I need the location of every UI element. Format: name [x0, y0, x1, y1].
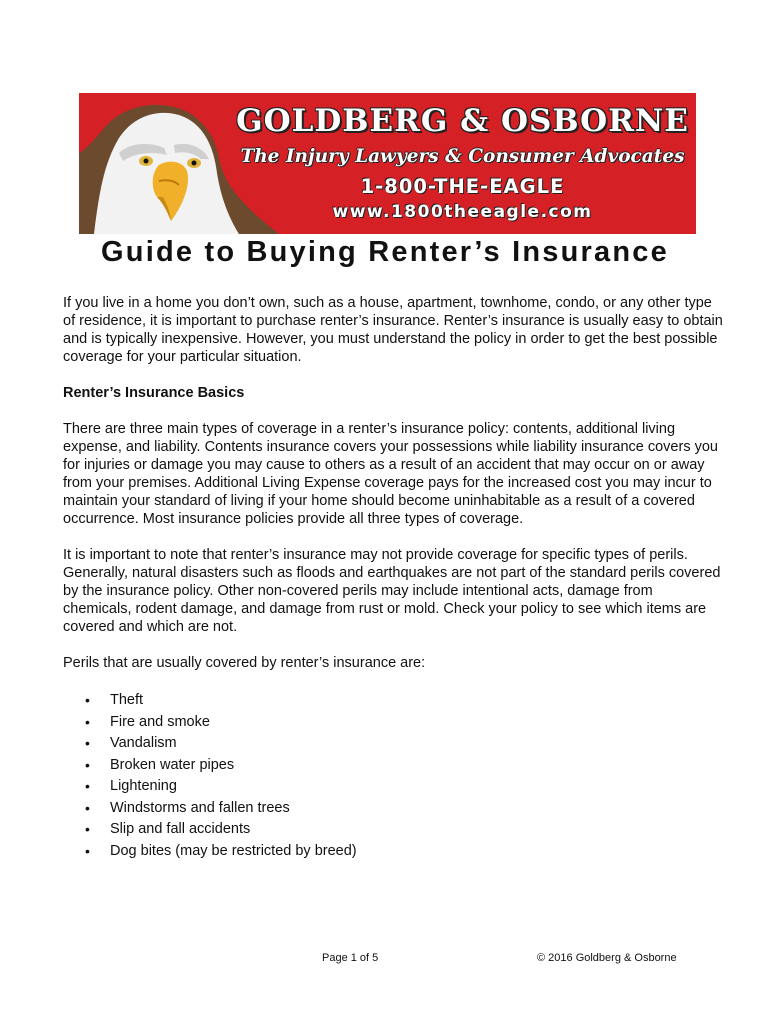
- list-item-text: Slip and fall accidents: [110, 821, 251, 837]
- section-heading: Renter’s Insurance Basics: [63, 385, 245, 401]
- document-title: Guide to Buying Renter’s Insurance: [101, 236, 669, 268]
- intro-paragraph: If you live in a home you don’t own, such as a house, apartment, townhome, condo, or any other type of residence, it is important to purchase renter’s insurance. Renter’s insurance is usually easy to obtain and is typically inexpensive. However, you must understand the policy in order to get the best possible coverage for your particular situation.: [63, 295, 723, 365]
- bullet-icon: •: [85, 799, 90, 816]
- list-item: [63, 841, 723, 863]
- list-item: [63, 712, 723, 734]
- list-item-text: Vandalism: [110, 735, 177, 751]
- list-item-text: Windstorms and fallen trees: [110, 799, 290, 816]
- bullet-icon: •: [85, 821, 90, 837]
- coverage-paragraph: There are three main types of coverage in a renter’s insurance policy: contents, additional living expense, and liability. Contents insurance covers your possessions while liability insurance covers you for injuries or damage you may cause to others as a result of an accident that may occur on or away from your premises. Additional Living Expense coverage pays for the increased cost you may incur to maintain your standard of living if your home should become uninhabitable as a result of a covered occurrence. Most insurance policies provide all three types of coverage.: [63, 421, 718, 527]
- list-item: [63, 819, 723, 841]
- bullet-icon: •: [85, 735, 90, 751]
- bullet-icon: •: [85, 692, 90, 708]
- list-item: [63, 776, 723, 798]
- list-item: [63, 733, 723, 755]
- list-item-text: Fire and smoke: [110, 713, 210, 730]
- list-item-text: Broken water pipes: [110, 756, 235, 773]
- firm-phone: 1-800-THE-EAGLE: [360, 175, 565, 198]
- header-banner: [79, 93, 696, 234]
- list-item: [63, 755, 723, 777]
- firm-website: www.1800theeagle.com: [332, 202, 593, 222]
- banner-text: [229, 93, 696, 234]
- document-body: [63, 294, 723, 862]
- page-number: Page 1 of 5: [322, 952, 379, 964]
- firm-tagline: The Injury Lawyers & Consumer Advocates: [240, 146, 685, 167]
- perils-list: [63, 690, 723, 862]
- list-item: [63, 798, 723, 820]
- firm-name: GOLDBERG & OSBORNE: [236, 103, 689, 139]
- list-item-text: Lightening: [110, 778, 177, 794]
- bullet-icon: •: [85, 713, 90, 730]
- perils-intro-paragraph: Perils that are usually covered by renter’s insurance are:: [63, 655, 426, 671]
- bullet-icon: •: [85, 842, 90, 859]
- copyright-notice: © 2016 Goldberg & Osborne: [537, 952, 677, 964]
- list-item-text: Theft: [110, 692, 144, 708]
- list-item: [63, 690, 723, 712]
- bullet-icon: •: [85, 778, 90, 794]
- list-item-text: Dog bites (may be restricted by breed): [110, 842, 357, 859]
- exclusions-paragraph: It is important to note that renter’s insurance may not provide coverage for specific types of perils. Generally, natural disasters such as floods and earthquakes are not part of the standard perils covered by the insurance policy. Other non-covered perils may include intentional acts, damage from chemicals, rodent damage, and damage from rust or mold. Check your policy to see which items are covered and which are not.: [63, 547, 721, 635]
- bullet-icon: •: [85, 756, 90, 773]
